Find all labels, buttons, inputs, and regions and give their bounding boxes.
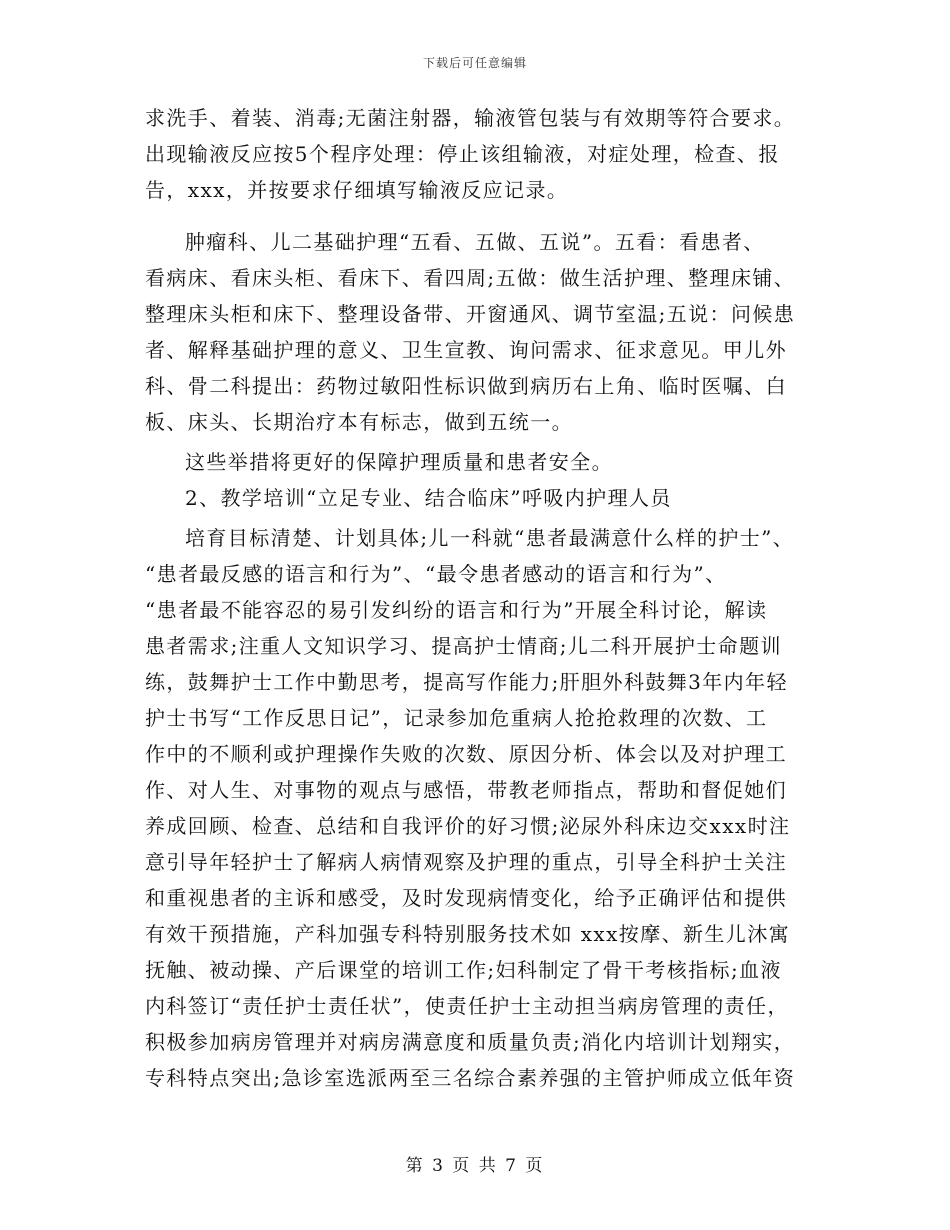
text-line: 养成回顾、检查、总结和自我评价的好习惯;泌尿外科床边交xxx时注	[145, 814, 791, 838]
text-line: 患者需求;注重人文知识学习、提高护士情商;儿二科开展护士命题训	[145, 634, 782, 658]
text-line: 内科签订“责任护士责任状”，使责任护士主动担当病房管理的责任，	[145, 994, 789, 1018]
text-line: “患者最不能容忍的易引发纠纷的语言和行为”开展全科讨论，解读	[145, 598, 768, 622]
text-line: 作中的不顺利或护理操作失败的次数、原因分析、体会以及对护理工	[145, 742, 787, 766]
text-line: 和重视患者的主诉和感受，及时发现病情变化，给予正确评估和提供	[145, 886, 787, 910]
text-line: 抚触、被动操、产后课堂的培训工作;妇科制定了骨干考核指标;血液	[145, 958, 782, 982]
text-line: 这些举措将更好的保障护理质量和患者安全。	[185, 450, 613, 474]
text-line: 积极参加病房管理并对病房满意度和质量负责;消化内培训计划翔实，	[145, 1030, 796, 1054]
text-line: 练，鼓舞护士工作中勤思考，提高写作能力;肝胆外科鼓舞3年内年轻	[145, 670, 788, 694]
text-line: 板、床头、长期治疗本有标志，做到五统一。	[145, 410, 573, 434]
text-line: 科、骨二科提出：药物过敏阳性标识做到病历右上角、临时医嘱、白	[145, 374, 787, 398]
text-line: 看病床、看床头柜、看床下、看四周;五做：做生活护理、整理床铺、	[145, 266, 796, 290]
text-line: 2、教学培训“立足专业、结合临床”呼吸内护理人员	[185, 486, 672, 510]
text-line: 护士书写“工作反思日记”，记录参加危重病人抢抢救理的次数、工	[145, 706, 768, 730]
page-header-note: 下载后可任意编辑	[422, 56, 527, 70]
text-line: 者、解释基础护理的意义、卫生宣教、询问需求、征求意见。甲儿外	[145, 338, 787, 362]
text-line: 专科特点突出;急诊室选派两至三名综合素养强的主管护师成立低年资	[145, 1066, 796, 1090]
text-line: 培育目标清楚、计划具体;儿一科就“患者最满意什么样的护士”、	[185, 526, 795, 550]
text-line: 意引导年轻护士了解病人病情观察及护理的重点，引导全科护士关注	[145, 850, 787, 874]
text-line: 有效干预措施，产科加强专科特别服务技术如 xxx按摩、新生儿沐寓	[145, 922, 790, 946]
text-line: 整理床头柜和床下、整理设备带、开窗通风、调节室温;五说：问候患	[145, 302, 796, 326]
text-line: 肿瘤科、儿二基础护理“五看、五做、五说”。五看：看患者、	[185, 230, 765, 254]
page-number-footer: 第 3 页 共 7 页	[405, 1156, 545, 1176]
text-line: 出现输液反应按5个程序处理：停止该组输液，对症处理，检查、报	[145, 142, 780, 166]
text-line: 告，xxx，并按要求仔细填写输液反应记录。	[145, 178, 569, 202]
text-line: “患者最反感的语言和行为”、“最令患者感动的语言和行为”、	[145, 562, 727, 586]
text-line: 求洗手、着装、消毒;无菌注射器，输液管包装与有效期等符合要求。	[145, 106, 796, 130]
text-line: 作、对人生、对事物的观点与感悟，带教老师指点，帮助和督促她们	[145, 778, 787, 802]
